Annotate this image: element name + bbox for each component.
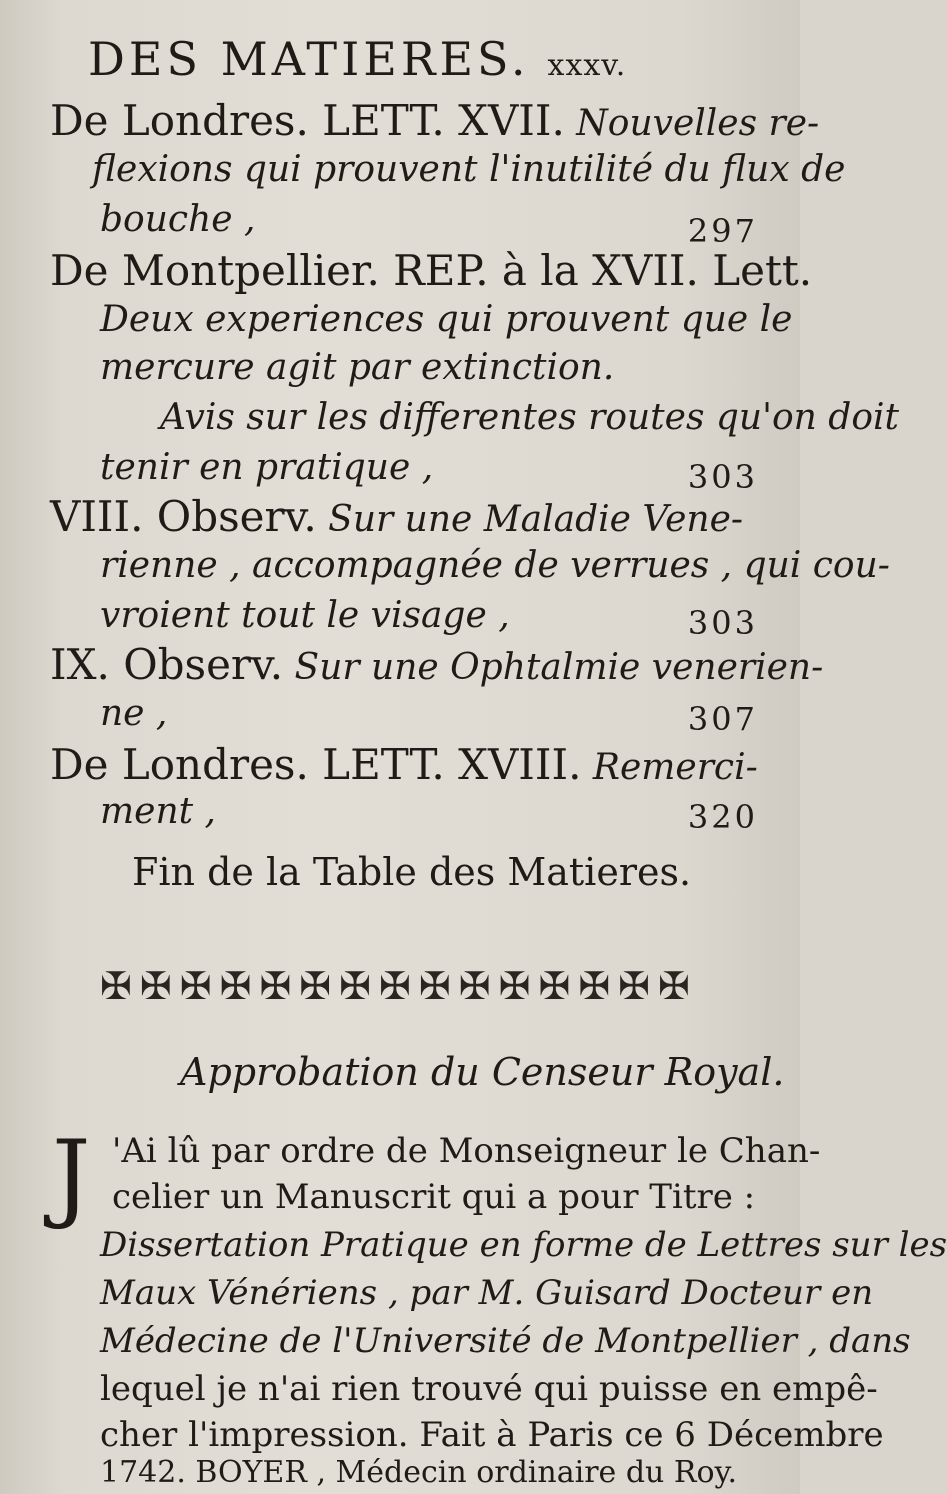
page-number: 303 [687,458,758,496]
entry-line: mercure agit par extinction. [100,347,615,388]
ornament-glyph: ✠ [179,964,212,1008]
approbation-line: Médecine de l'Université de Montpellier , dans [100,1321,911,1361]
entry-line: ment , [100,791,216,832]
ornament-glyph: ✠ [618,964,651,1008]
page-number: 303 [687,604,758,642]
entry-line: tenir en pratique , [100,447,434,488]
ornament-glyph: ✠ [339,964,371,1008]
ornament-glyph: ✠ [219,964,252,1008]
approbation-line: Maux Vénériens , par M. Guisard Docteur en [100,1273,874,1313]
entry-line: VIII. Observ. Sur une Maladie Vene- [50,492,744,541]
approbation-line: Dissertation Pratique en forme de Lettres sur les [100,1225,947,1265]
ornament-glyph: ✠ [578,964,611,1008]
ornament-glyph: ✠ [299,964,332,1008]
drop-cap: J [52,1120,91,1232]
page-number: 297 [687,212,758,250]
approbation-line: 'Ai lû par ordre de Monseigneur le Chan- [112,1131,821,1171]
approbation-line: 1742. BOYER , Médecin ordinaire du Roy. [100,1455,738,1490]
entry-line: flexions qui prouvent l'inutilité du flux de [92,149,846,190]
entry-line: Deux experiences qui prouvent que le [100,299,793,340]
folio-number: xxxv. [547,48,627,83]
header-title: DES MATIERES. [88,32,530,86]
end-of-table: Fin de la Table des Matieres. [132,850,692,894]
entry-line: vroient tout le visage , [100,595,510,636]
entry-line: De Montpellier. REP. à la XVII. Lett. [50,246,813,295]
entry-line: IX. Observ. Sur une Ophtalmie venerien- [50,640,824,689]
ornament-glyph: ✠ [418,964,451,1008]
approbation-line: cher l'impression. Fait à Paris ce 6 Décembre [100,1415,884,1455]
approbation-line: lequel je n'ai rien trouvé qui puisse en empê- [100,1369,878,1409]
ornament-glyph: ✠ [458,964,491,1008]
ornament-glyph: ✠ [259,964,292,1008]
ornament-glyph: ✠ [538,964,571,1008]
ornament-glyph: ✠ [139,964,172,1008]
running-header [88,32,758,86]
approbation-title: Approbation du Censeur Royal. [180,1050,785,1094]
entry-line: ne , [100,693,168,734]
approbation-line: celier un Manuscrit qui a pour Titre : [112,1177,756,1217]
page-number: 320 [687,798,758,836]
ornament-glyph: ✠ [100,964,132,1008]
ornament-glyph: ✠ [379,964,411,1008]
ornament-glyph: ✠ [658,964,690,1008]
entry-line: De Londres. LETT. XVIII. Remerci- [50,740,758,789]
entry-line: Avis sur les differentes routes qu'on doit [160,397,900,438]
ornament-glyph: ✠ [498,964,531,1008]
entry-line: bouche , [100,199,256,240]
ornament-band [100,966,690,1006]
page-number: 307 [687,700,758,738]
entry-line: rienne , accompagnée de verrues , qui cou- [100,545,890,586]
entry-line: De Londres. LETT. XVII. Nouvelles re- [50,96,820,145]
